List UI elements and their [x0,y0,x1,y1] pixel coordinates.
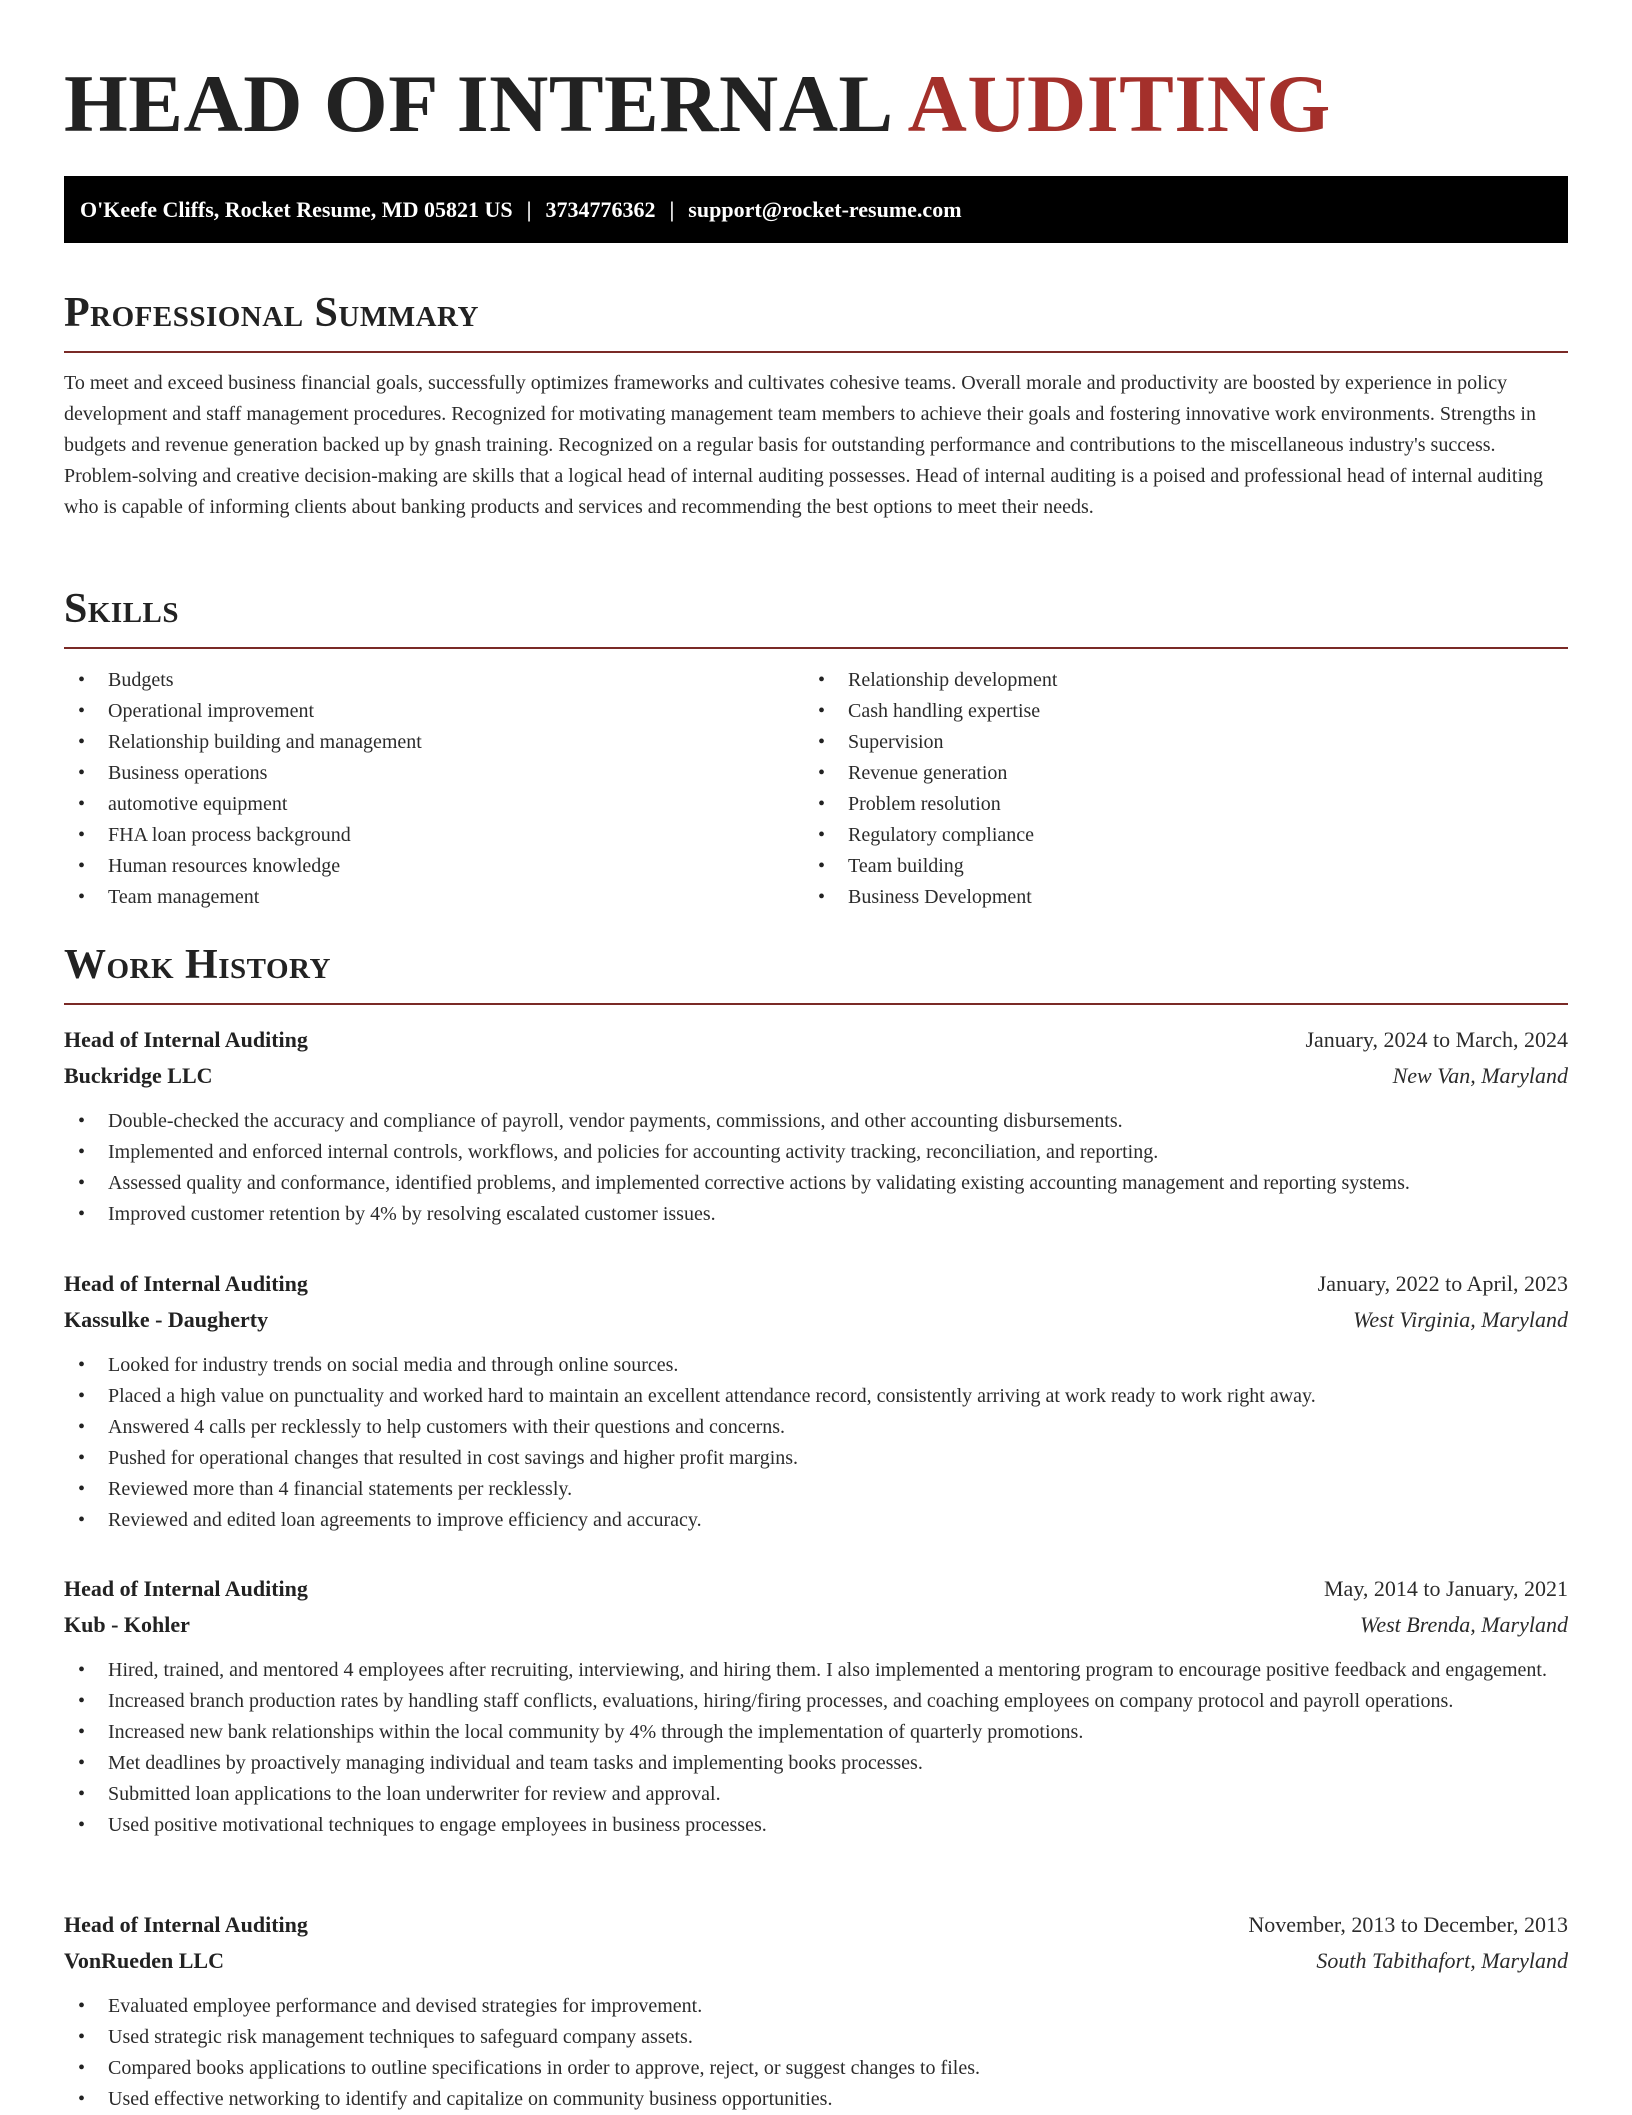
job-company-row [64,1058,1568,1094]
job-bullet-item: • Assessed quality and conformance, identified problems, and implemented corrective actions by validating existing accounting management and reporting systems. [64,1168,1568,1199]
job-entry [64,1266,1568,1536]
job-bullet-item: • Answered 4 calls per recklessly to help customers with their questions and concerns. [64,1412,1568,1443]
job-bullet-item: • Compared books applications to outline specifications in order to approve, reject, or suggest changes to files. [64,2053,1568,2084]
job-bullet-item: • Met deadlines by proactively managing individual and team tasks and implementing books processes. [64,1748,1568,1779]
job-company-row [64,1302,1568,1338]
job-entry [64,1571,1568,1841]
job-location: West Virginia, Maryland [1353,1307,1568,1332]
job-entry [64,1022,1568,1230]
job-location: South Tabithafort, Maryland [1316,1948,1568,1973]
job-header-row [64,1571,1568,1607]
job-bullet-item: • Pushed for operational changes that resulted in cost savings and higher profit margins. [64,1443,1568,1474]
skill-item: • automotive equipment [64,789,804,820]
job-location: West Brenda, Maryland [1360,1612,1568,1637]
title-part-primary: HEAD OF INTERNAL [64,58,894,149]
job-bullet-item: • Double-checked the accuracy and compliance of payroll, vendor payments, commissions, and other accounting disbursements. [64,1106,1568,1137]
job-title: Head of Internal Auditing [64,1271,308,1296]
job-bullet-item: • Evaluated employee performance and devised strategies for improvement. [64,1991,1568,2022]
skill-item: • Problem resolution [804,789,1544,820]
job-bullet-item: • Increased new bank relationships within the local community by 4% through the implementation of quarterly promotions. [64,1717,1568,1748]
job-header-row [64,1266,1568,1302]
job-dates: May, 2014 to January, 2021 [1324,1576,1568,1601]
job-header-row [64,1022,1568,1058]
job-bullet-item: • Placed a high value on punctuality and worked hard to maintain an excellent attendance record, consistently arriving at work ready to work right away. [64,1381,1568,1412]
skill-item: • Regulatory compliance [804,820,1544,851]
job-bullet-list [64,1350,1568,1536]
job-bullet-item: • Used effective networking to identify and capitalize on community business opportunities. [64,2084,1568,2115]
job-company: VonRueden LLC [64,1948,224,1973]
contact-separator: | [526,197,532,222]
skill-item: • Operational improvement [64,696,804,727]
job-entry [64,1907,1568,2115]
work-history-divider [64,1003,1568,1005]
job-company: Buckridge LLC [64,1063,213,1088]
skills-list-right [804,665,1544,913]
contact-phone: 3734776362 [545,197,656,222]
skill-item: • Relationship building and management [64,727,804,758]
skills-divider [64,647,1568,649]
skill-item: • FHA loan process background [64,820,804,851]
job-dates: November, 2013 to December, 2013 [1248,1912,1568,1937]
job-company: Kassulke - Daugherty [64,1307,269,1332]
job-title: Head of Internal Auditing [64,1912,308,1937]
skill-item: • Team management [64,882,804,913]
job-location: New Van, Maryland [1392,1063,1568,1088]
job-bullet-item: • Hired, trained, and mentored 4 employees after recruiting, interviewing, and hiring them. I also implemented a mentoring program to encourage positive feedback and engagement. [64,1655,1568,1686]
job-company-row [64,1607,1568,1643]
job-bullet-item: • Used strategic risk management techniques to safeguard company assets. [64,2022,1568,2053]
summary-text: To meet and exceed business financial goals, successfully optimizes frameworks and cultivates cohesive teams. Overall morale and productivity are boosted by experience in policy development and staff management procedures. Recognized for motivating management team members to achieve their goals and fostering innovative work environments. Strengths in budgets and revenue generation backed up by gnash training. Recognized on a regular basis for outstanding performance and contributions to the miscellaneous industry's success. Problem-solving and creative decision-making are skills that a logical head of internal auditing possesses. Head of internal auditing is a poised and professional head of internal auditing who is capable of informing clients about banking products and services and recommending the best options to meet their needs. [64,372,1544,518]
skill-item: • Team building [804,851,1544,882]
job-bullet-item: • Reviewed more than 4 financial statements per recklessly. [64,1474,1568,1505]
skills-column-left [64,665,804,913]
skill-item: • Business operations [64,758,804,789]
job-bullet-item: • Increased branch production rates by handling staff conflicts, evaluations, hiring/firing processes, and coaching employees on company protocol and payroll operations. [64,1686,1568,1717]
job-bullet-item: • Looked for industry trends on social media and through online sources. [64,1350,1568,1381]
title-part-accent: AUDITING [907,58,1331,149]
job-bullet-item: • Reviewed and edited loan agreements to improve efficiency and accuracy. [64,1505,1568,1536]
job-dates: January, 2022 to April, 2023 [1317,1271,1568,1296]
skill-item: • Business Development [804,882,1544,913]
resume-title [64,54,1331,154]
contact-bar [64,176,1568,243]
summary-heading: Professional Summary [64,290,479,336]
work-history-heading: Work History [64,942,331,988]
job-header-row [64,1907,1568,1943]
job-bullet-list [64,1106,1568,1230]
job-bullet-list [64,1655,1568,1841]
skills-column-right [804,665,1544,913]
contact-separator: | [669,197,675,222]
job-bullet-item: • Improved customer retention by 4% by resolving escalated customer issues. [64,1199,1568,1230]
skill-item: • Budgets [64,665,804,696]
job-bullet-list [64,1991,1568,2115]
job-bullet-item: • Used positive motivational techniques to engage employees in business processes. [64,1810,1568,1841]
job-bullet-item: • Submitted loan applications to the loan underwriter for review and approval. [64,1779,1568,1810]
skill-item: • Cash handling expertise [804,696,1544,727]
summary-divider [64,351,1568,353]
skill-item: • Supervision [804,727,1544,758]
job-company-row [64,1943,1568,1979]
job-dates: January, 2024 to March, 2024 [1305,1027,1568,1052]
skills-heading: Skills [64,586,180,632]
skill-item: • Revenue generation [804,758,1544,789]
contact-email: support@rocket-resume.com [688,197,962,222]
contact-address: O'Keefe Cliffs, Rocket Resume, MD 05821 US [80,197,513,222]
skills-list-left [64,665,804,913]
job-company: Kub - Kohler [64,1612,190,1637]
job-bullet-item: • Implemented and enforced internal controls, workflows, and policies for accounting activity tracking, reconciliation, and reporting. [64,1137,1568,1168]
skill-item: • Human resources knowledge [64,851,804,882]
job-title: Head of Internal Auditing [64,1027,308,1052]
skill-item: • Relationship development [804,665,1544,696]
job-title: Head of Internal Auditing [64,1576,308,1601]
